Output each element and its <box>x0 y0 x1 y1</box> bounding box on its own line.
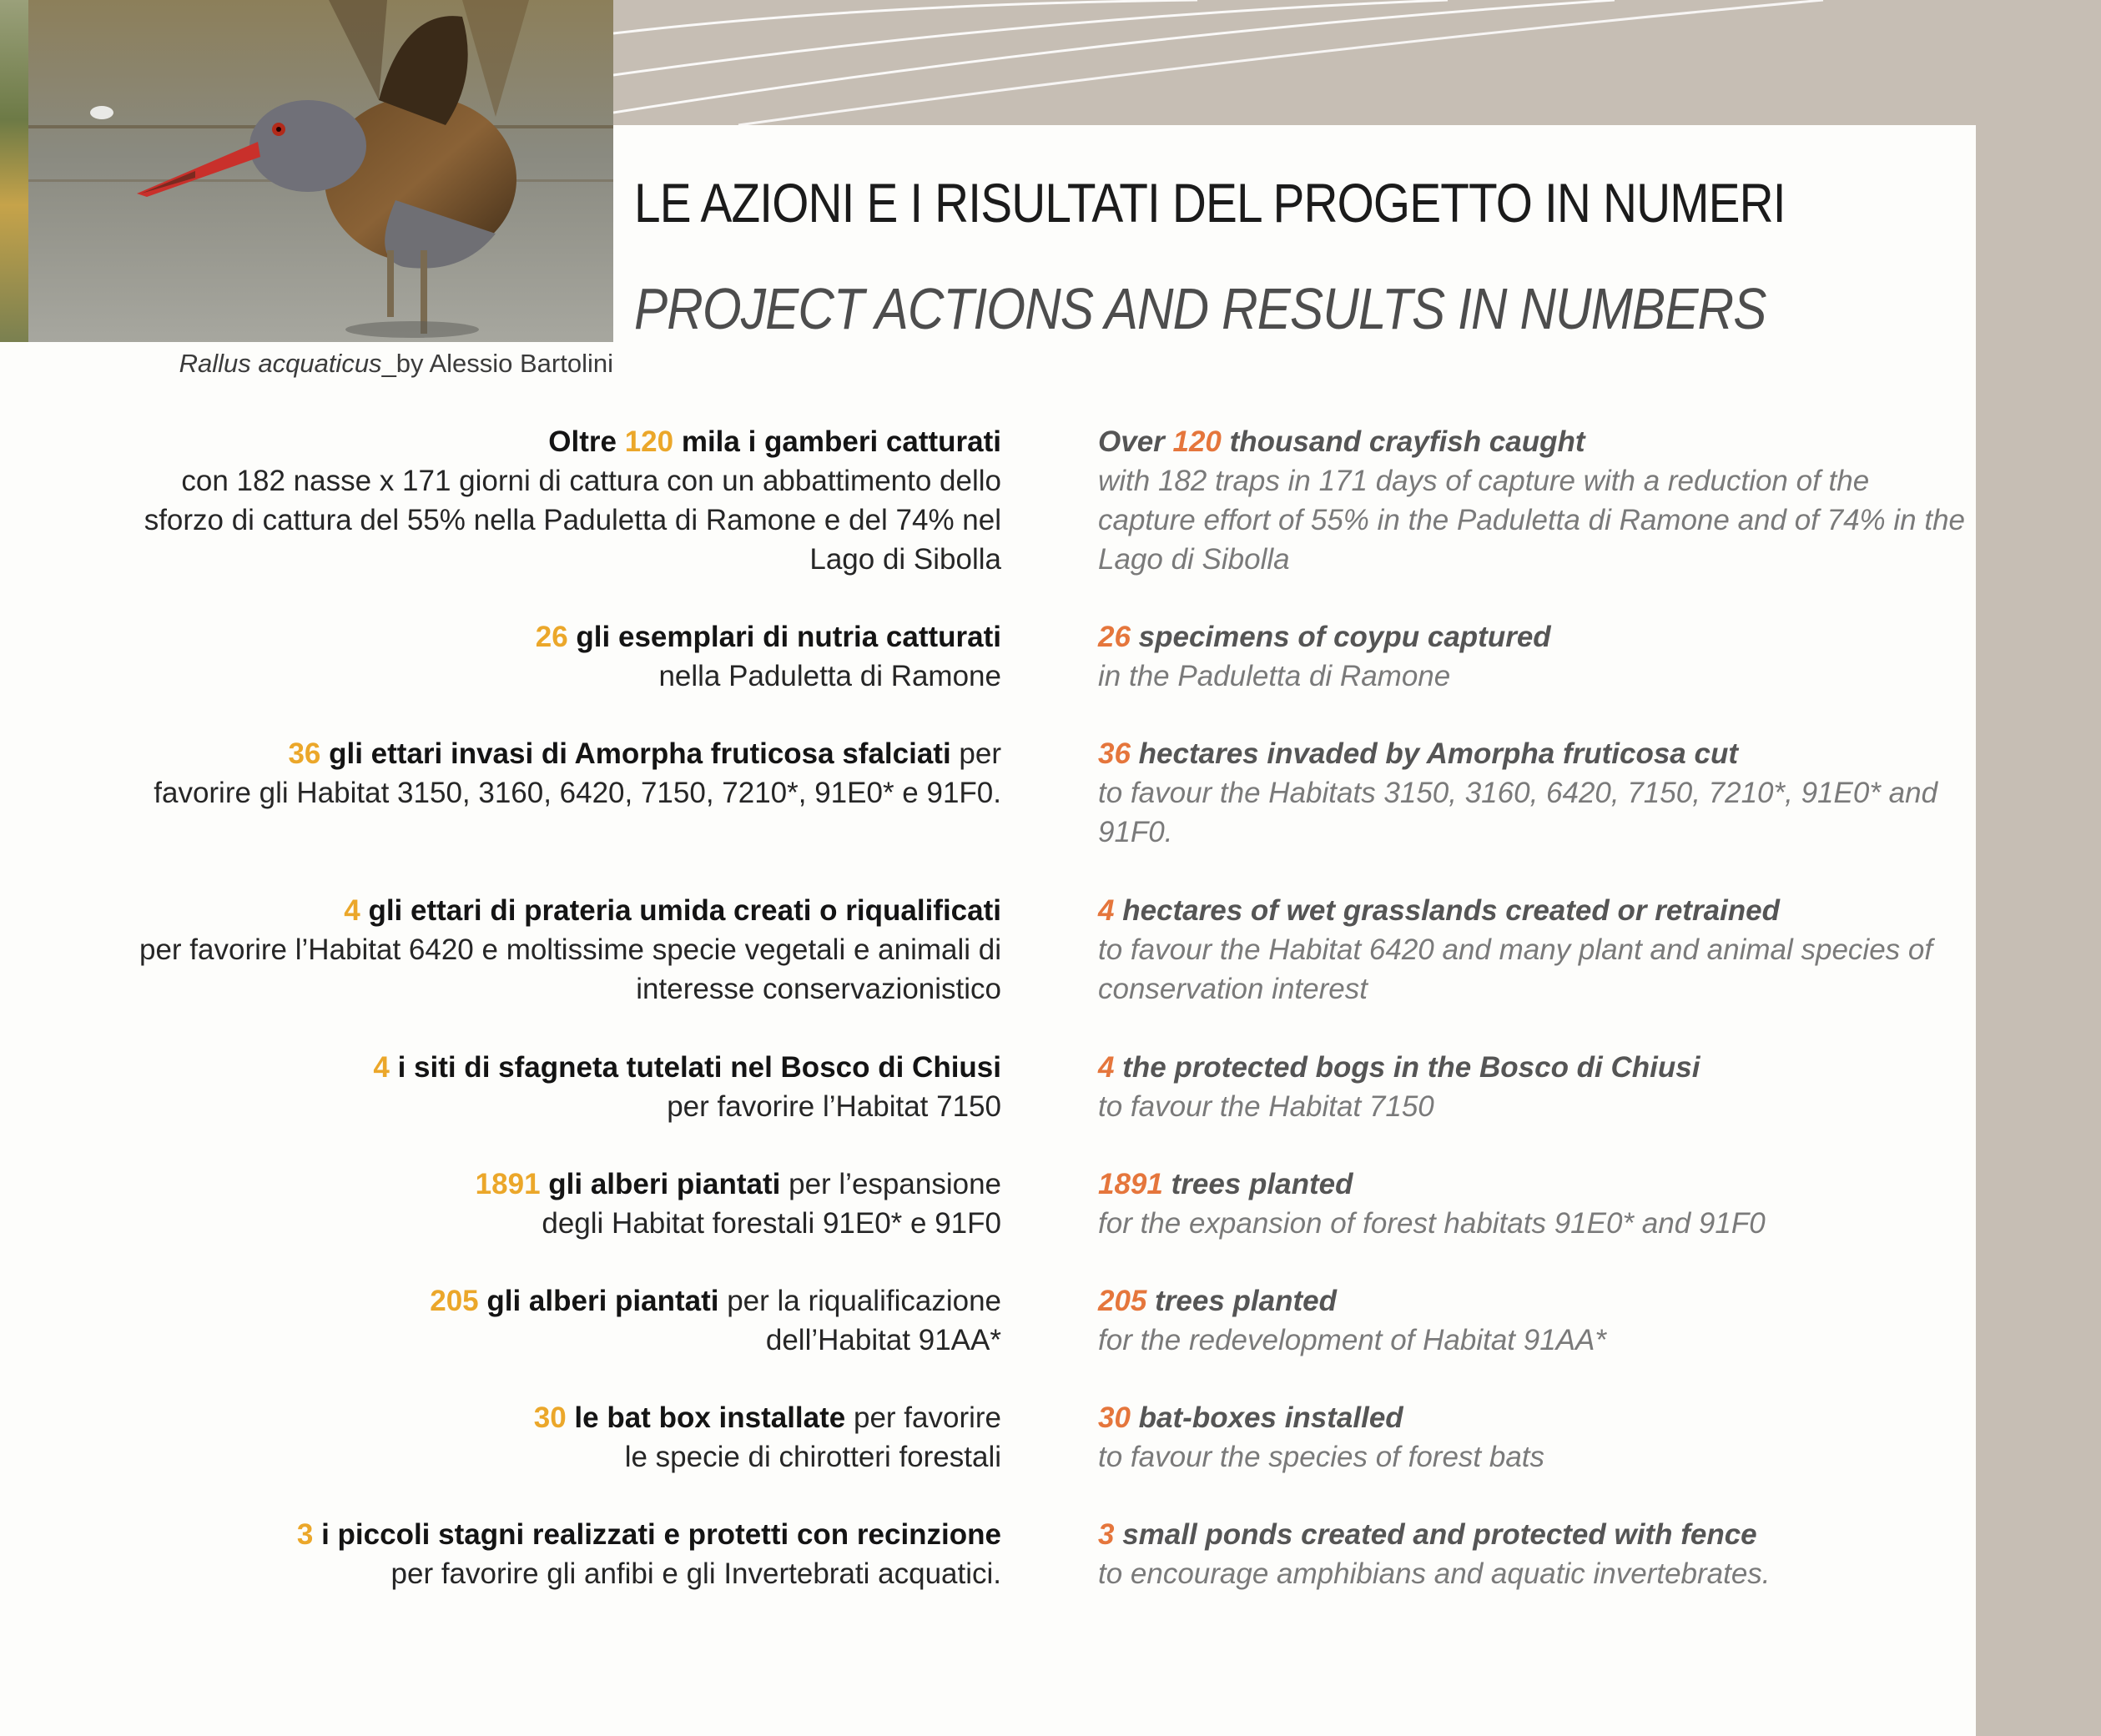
item-it-2: 26 gli esemplari di nutria catturati nella Paduletta di Ramone <box>535 621 1001 692</box>
item-it-6: 1891 gli alberi piantati per l’espansione degli Habitat forestali 91E0* e 91F0 <box>475 1168 1001 1240</box>
page-title-italian: LE AZIONI E I RISULTATI DEL PROGETTO IN NUMERI <box>634 172 1786 234</box>
item-en-4: 4 hectares of wet grasslands created or retrained to favour the Habitat 6420 and many plant and animal species of conservation interest <box>1098 894 1933 1005</box>
item-en-7-body: for the redevelopment of Habitat 91AA* <box>1098 1324 1606 1356</box>
item-it-6-body: degli Habitat forestali 91E0* e 91F0 <box>542 1207 1001 1240</box>
photo-edge <box>0 0 28 342</box>
item-it-1-body: con 182 nasse x 171 giorni di cattura con un abbattimento dello sforzo di cattura del 55% nella Paduletta di Ramone e del 74% nel Lago di Sibolla <box>144 465 1001 576</box>
photo-caption <box>28 349 613 379</box>
item-it-3-body: favorire gli Habitat 3150, 3160, 6420, 7150, 7210*, 91E0* e 91F0. <box>154 777 1001 809</box>
item-en-8: 30 bat-boxes installed to favour the species of forest bats <box>1098 1401 1545 1473</box>
item-it-7: 205 gli alberi piantati per la riqualificazione dell’Habitat 91AA* <box>430 1285 1001 1356</box>
item-en-4-body: to favour the Habitat 6420 and many plant and animal species of conservation interest <box>1098 933 1933 1005</box>
bird-photo <box>28 0 613 342</box>
item-en-5-body: to favour the Habitat 7150 <box>1098 1090 1434 1123</box>
item-en-2: 26 specimens of coypu captured in the Paduletta di Ramone <box>1098 621 1551 692</box>
item-it-3: 36 gli ettari invasi di Amorpha fruticosa sfalciati per favorire gli Habitat 3150, 3160, 6420, 7150, 7210*, 91E0* e 91F0. <box>154 737 1001 809</box>
item-it-2-body: nella Paduletta di Ramone <box>658 660 1001 692</box>
item-en-7: 205 trees planted for the redevelopment of Habitat 91AA* <box>1098 1285 1606 1356</box>
item-en-3: 36 hectares invaded by Amorpha fruticosa cut to favour the Habitats 3150, 3160, 6420, 7150, 7210*, 91E0* and 91F0. <box>1098 737 1938 848</box>
item-it-9: 3 i piccoli stagni realizzati e protetti con recinzione per favorire gli anfibi e gli Invertebrati acquatici. <box>296 1518 1001 1590</box>
item-en-2-body: in the Paduletta di Ramone <box>1098 660 1451 692</box>
item-en-5: 4 the protected bogs in the Bosco di Chiusi to favour the Habitat 7150 <box>1098 1051 1700 1123</box>
caption-species: Rallus acquaticus <box>179 349 382 378</box>
item-it-8-body: le specie di chirotteri forestali <box>624 1441 1001 1473</box>
item-it-5: 4 i siti di sfagneta tutelati nel Bosco di Chiusi per favorire l’Habitat 7150 <box>373 1051 1001 1123</box>
item-it-5-body: per favorire l’Habitat 7150 <box>667 1090 1001 1123</box>
item-en-9: 3 small ponds created and protected with fence to encourage amphibians and aquatic invertebrates. <box>1098 1518 1771 1590</box>
item-en-6: 1891 trees planted for the expansion of forest habitats 91E0* and 91F0 <box>1098 1168 1766 1240</box>
item-it-4: 4 gli ettari di prateria umida creati o riqualificati per favorire l’Habitat 6420 e moltissime specie vegetali e animali di interesse conservazionistico <box>139 894 1001 1005</box>
item-it-9-body: per favorire gli anfibi e gli Invertebrati acquatici. <box>390 1557 1001 1590</box>
item-en-3-body: to favour the Habitats 3150, 3160, 6420, 7150, 7210*, 91E0* and 91F0. <box>1098 777 1938 848</box>
decorative-curves <box>613 0 2101 125</box>
item-en-1-body: with 182 traps in 171 days of capture with a reduction of the capture effort of 55% in the Paduletta di Ramone and of 74% in the Lago di Sibolla <box>1098 465 1966 576</box>
item-en-1: Over 120 thousand crayfish caught with 182 traps in 171 days of capture with a reduction of the capture effort of 55% in the Paduletta di Ramone and of 74% in the Lago di Sibolla <box>1098 425 1966 576</box>
item-it-7-body: dell’Habitat 91AA* <box>765 1324 1001 1356</box>
caption-credit: _by Alessio Bartolini <box>381 349 613 378</box>
item-it-4-body: per favorire l’Habitat 6420 e moltissime specie vegetali e animali di interesse conservazionistico <box>139 933 1001 1005</box>
item-en-8-body: to favour the species of forest bats <box>1098 1441 1545 1473</box>
item-it-1: Oltre 120 mila i gamberi catturati con 182 nasse x 171 giorni di cattura con un abbattimento dello sforzo di cattura del 55% nella Paduletta di Ramone e del 74% nel Lago di Sibolla <box>144 425 1001 576</box>
item-it-8: 30 le bat box installate per favorire le specie di chirotteri forestali <box>533 1401 1001 1473</box>
item-en-6-body: for the expansion of forest habitats 91E0* and 91F0 <box>1098 1207 1766 1240</box>
item-en-9-body: to encourage amphibians and aquatic invertebrates. <box>1098 1557 1771 1590</box>
page-title-english: PROJECT ACTIONS AND RESULTS IN NUMBERS <box>634 276 1766 341</box>
